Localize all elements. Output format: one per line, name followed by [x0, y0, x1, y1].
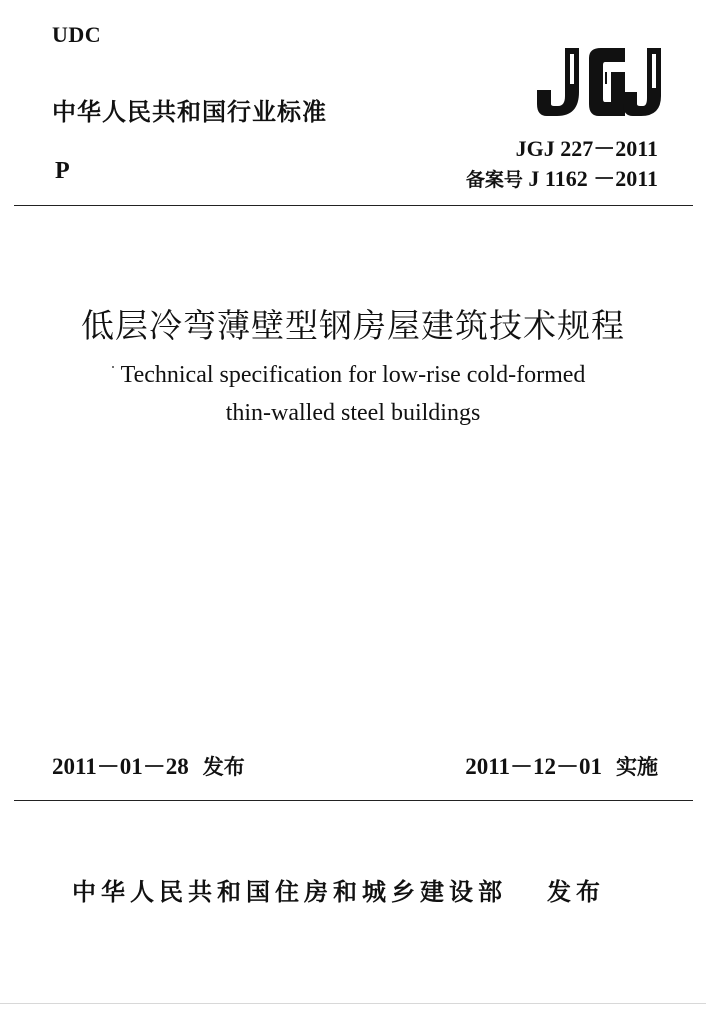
udc-label: UDC	[52, 22, 102, 47]
title-english-line1: Technical specification for low-rise cold-formed	[120, 362, 586, 388]
issue-date-block	[52, 748, 245, 781]
issuer-line	[72, 872, 605, 907]
page-edge-line	[0, 1003, 706, 1004]
record-label: 备案号	[465, 169, 523, 191]
record-code: J 1162 －2011	[528, 166, 658, 191]
top-divider	[14, 205, 693, 206]
implement-date: 2011－12－01	[465, 754, 602, 779]
standard-code: JGJ 227－2011	[515, 136, 658, 161]
standard-category: 中华人民共和国行业标准	[52, 98, 327, 126]
implement-date-block	[465, 748, 658, 781]
issue-label: 发布	[202, 755, 245, 779]
record-number	[466, 162, 658, 193]
issue-date: 2011－01－28	[52, 754, 189, 779]
implement-label: 实施	[616, 755, 658, 779]
issuer-action: 发布	[547, 878, 605, 906]
jgj-logo	[537, 46, 665, 118]
bottom-divider	[14, 800, 693, 801]
issuer-name: 中华人民共和国住房和城乡建设部	[72, 878, 507, 906]
title-chinese: 低层冷弯薄壁型钢房屋建筑技术规程	[81, 306, 625, 345]
title-english-line2: thin-walled steel buildings	[225, 400, 481, 426]
classification-letter: P	[55, 158, 70, 184]
